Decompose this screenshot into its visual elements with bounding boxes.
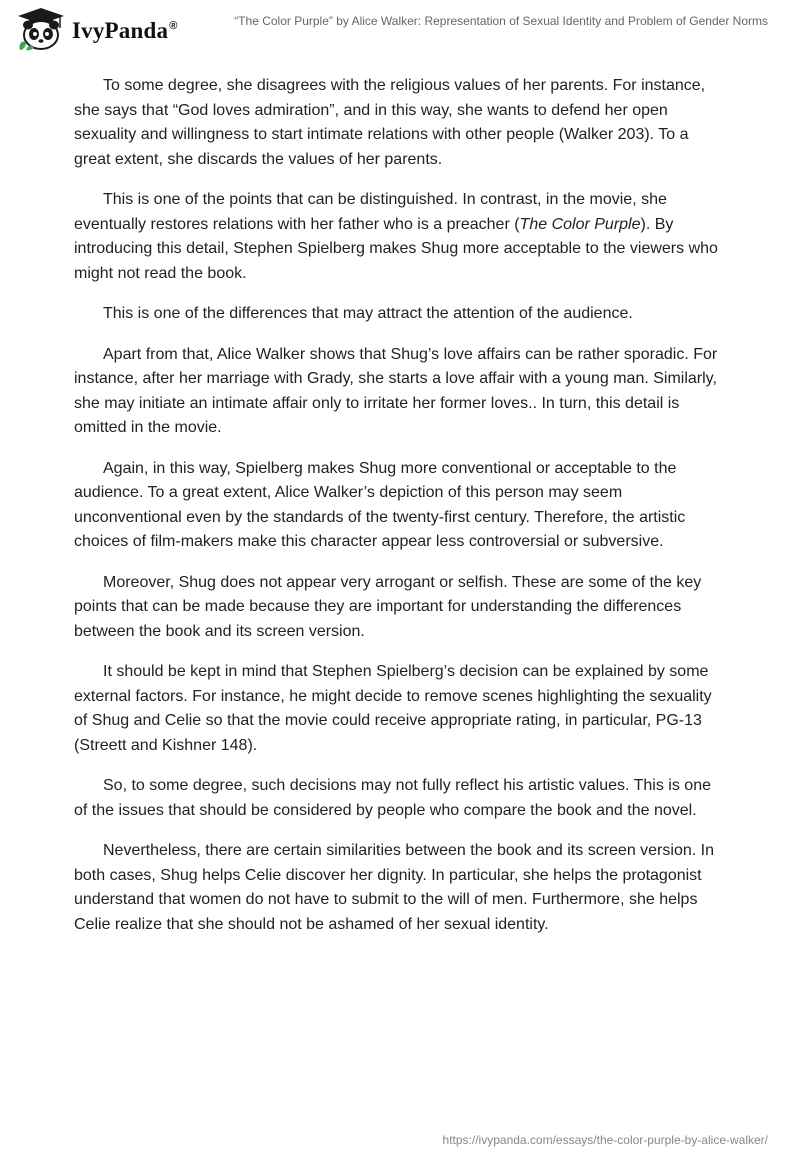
ivypanda-logo[interactable]	[14, 6, 178, 52]
paragraph: So, to some degree, such decisions may not fully reflect his artistic values. This is one of the issues that should be considered by people who compare the book and the novel.	[74, 777, 711, 819]
paragraph: To some degree, she disagrees with the religious values of her parents. For instance, she says that “God loves admiration”, and in this way, she wants to defend her open sexuality and willingness to start intimate relations with other people (Walker 203). To a great extent, she discards the values of her parents.	[74, 77, 706, 168]
paragraph: Moreover, Shug does not appear very arrogant or selfish. These are some of the key points that can be made because they are important for understanding the differences between the book and its screen version.	[74, 573, 702, 640]
panda-graduate-icon	[14, 6, 68, 52]
paragraph: Nevertheless, there are certain similarities between the book and its screen version. In both cases, Shug helps Celie discover her dignity. In particular, she helps the protagonist understand that women do not have to submit to the will of men. Furthermore, she helps Celie realize that she should not be ashamed of her sexual identity.	[74, 842, 714, 933]
paragraph: This is one of the differences that may attract the attention of the audience.	[103, 305, 633, 322]
paragraph-text: ). By introducing this detail, Stephen Spielberg makes Shug more acceptable to the viewers who might not read the book.	[74, 215, 718, 282]
paragraph	[74, 188, 726, 286]
registered-mark: ®	[169, 20, 178, 33]
source-url-link[interactable]: https://ivypanda.com/essays/the-color-purple-by-alice-walker/	[442, 1133, 768, 1147]
essay-body	[74, 74, 726, 953]
document-title: “The Color Purple” by Alice Walker: Representation of Sexual Identity and Problem of Gender Norms	[234, 14, 768, 28]
paragraph: Again, in this way, Spielberg makes Shug more conventional or acceptable to the audience. To a great extent, Alice Walker’s depiction of this person may seem unconventional even by the standards of the twenty-first century. Therefore, the artistic choices of film-makers make this character appear less controversial or subversive.	[74, 459, 686, 550]
paragraph: Apart from that, Alice Walker shows that Shug’s love affairs can be rather sporadic. For instance, after her marriage with Grady, she starts a love affair with a young man. Similarly, she may initiate an intimate affair only to irritate her former loves.. In turn, this detail is omitted in the movie.	[74, 345, 718, 436]
brand-name: IvyPanda®	[72, 18, 178, 43]
paragraph-text: This is one of the points that can be distinguished. In contrast, in the movie, she eventually restores relations with her father who is a preacher (	[74, 191, 667, 233]
paragraph: It should be kept in mind that Stephen Spielberg’s decision can be explained by some external factors. For instance, he might decide to remove scenes highlighting the sexuality of Shug and Celie so that the movie could receive appropriate rating, in particular, PG-13 (Streett and Kishner 148).	[74, 663, 712, 754]
film-title-italic: The Color Purple	[519, 215, 641, 233]
page-header	[0, 0, 800, 60]
